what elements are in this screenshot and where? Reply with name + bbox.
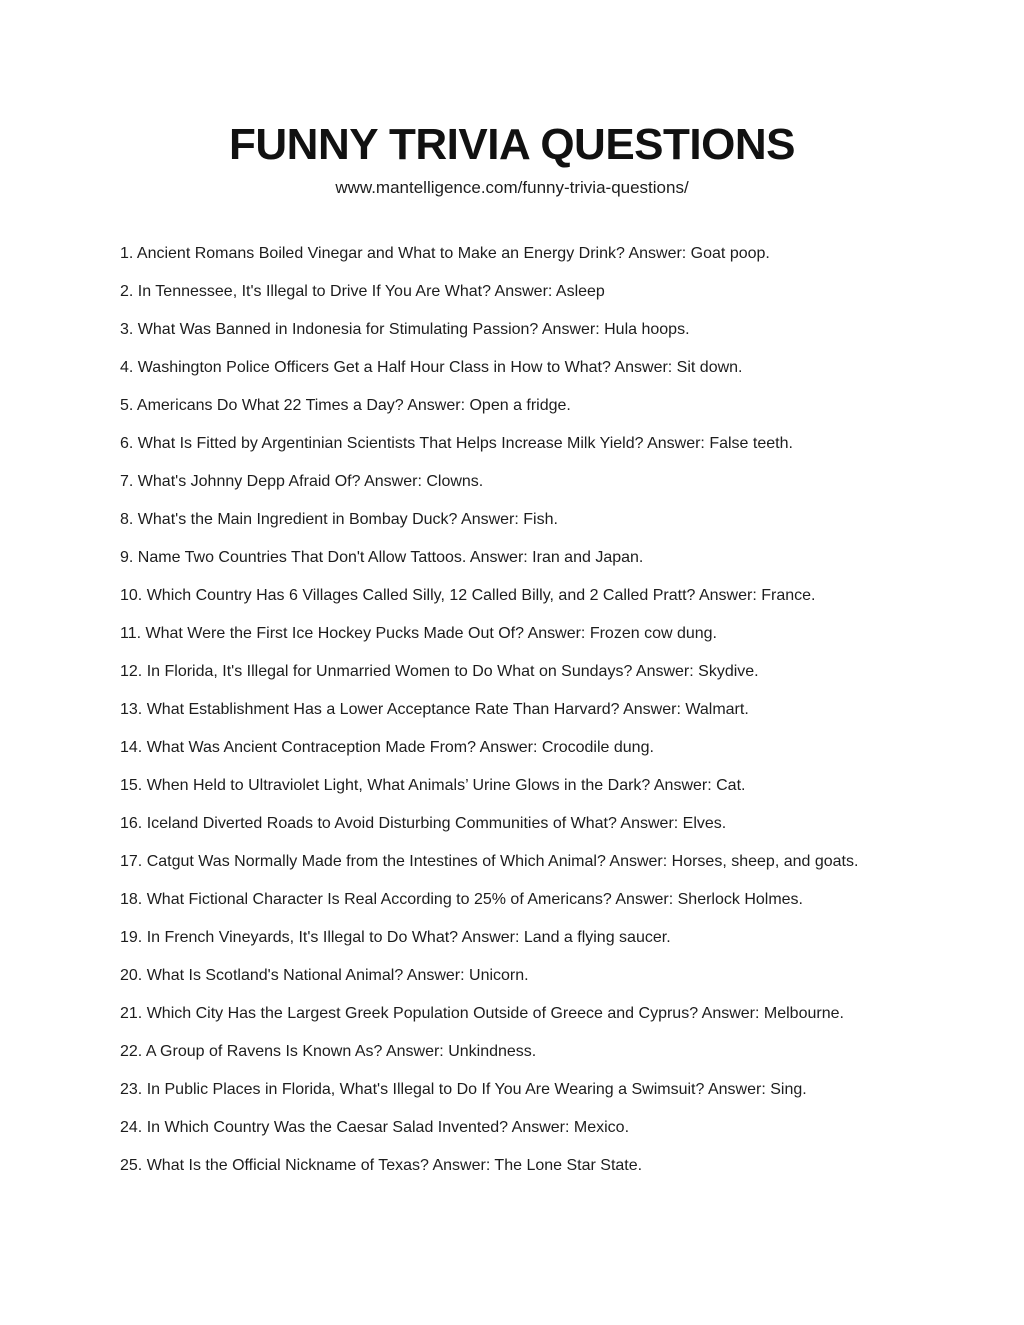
question-text: Americans Do What 22 Times a Day? [136, 397, 404, 414]
answer-text: Answer: Open a fridge. [407, 397, 571, 414]
answer-text: Answer: France. [698, 587, 816, 604]
question-number: 21. [120, 1005, 143, 1022]
trivia-item [120, 435, 964, 452]
question-text: Iceland Diverted Roads to Avoid Disturbing Communities of What? [146, 815, 617, 832]
question-number: 8. [120, 511, 134, 528]
answer-text: Answer: Iran and Japan. [469, 549, 644, 566]
trivia-item [120, 663, 964, 680]
answer-text: Answer: Sit down. [614, 359, 743, 376]
answer-text: Answer: Frozen cow dung. [527, 625, 717, 642]
trivia-item [120, 929, 964, 946]
trivia-item [120, 815, 964, 832]
answer-text: Answer: Goat poop. [628, 245, 770, 262]
answer-text: Answer: Skydive. [635, 663, 759, 680]
question-number: 4. [120, 359, 134, 376]
question-number: 7. [120, 473, 134, 490]
question-text: Which Country Has 6 Villages Called Silly, 12 Called Billy, and 2 Called Pratt? [146, 587, 696, 604]
answer-text: Answer: Sherlock Holmes. [615, 891, 803, 908]
question-number: 19. [120, 929, 143, 946]
trivia-item [120, 587, 964, 604]
answer-text: Answer: Walmart. [623, 701, 749, 718]
answer-text: Answer: Crocodile dung. [479, 739, 654, 756]
trivia-item [120, 549, 964, 566]
trivia-item [120, 1005, 964, 1022]
answer-text: Answer: Land a flying saucer. [461, 929, 671, 946]
answer-text: Answer: Horses, sheep, and goats. [609, 853, 859, 870]
question-text: Catgut Was Normally Made from the Intestines of Which Animal? [146, 853, 606, 870]
question-text: In Public Places in Florida, What's Illegal to Do If You Are Wearing a Swimsuit? [146, 1081, 705, 1098]
answer-text: Answer: Unicorn. [406, 967, 529, 984]
question-text: What Were the First Ice Hockey Pucks Made Out Of? [145, 625, 525, 642]
answer-text: Answer: False teeth. [647, 435, 793, 452]
trivia-item [120, 1157, 964, 1174]
question-text: What's Johnny Depp Afraid Of? [137, 473, 361, 490]
question-number: 18. [120, 891, 143, 908]
question-text: When Held to Ultraviolet Light, What Animals’ Urine Glows in the Dark? [146, 777, 651, 794]
question-text: A Group of Ravens Is Known As? [145, 1043, 383, 1060]
answer-text: Answer: Hula hoops. [541, 321, 690, 338]
trivia-item [120, 701, 964, 718]
document-header [0, 0, 1024, 198]
question-number: 6. [120, 435, 134, 452]
question-text: What Is Fitted by Argentinian Scientists That Helps Increase Milk Yield? [137, 435, 644, 452]
question-text: Ancient Romans Boiled Vinegar and What to Make an Energy Drink? [136, 245, 625, 262]
answer-text: Answer: The Lone Star State. [432, 1157, 643, 1174]
question-text: Washington Police Officers Get a Half Hour Class in How to What? [137, 359, 611, 376]
trivia-item [120, 245, 964, 262]
question-text: Which City Has the Largest Greek Population Outside of Greece and Cyprus? [146, 1005, 699, 1022]
answer-text: Answer: Fish. [461, 511, 558, 528]
question-text: What Was Ancient Contraception Made From? [146, 739, 477, 756]
answer-text: Answer: Cat. [653, 777, 746, 794]
trivia-item [120, 1119, 964, 1136]
source-url: www.mantelligence.com/funny-trivia-questions/ [335, 178, 689, 197]
trivia-item [120, 473, 964, 490]
question-number: 25. [120, 1157, 143, 1174]
question-number: 23. [120, 1081, 143, 1098]
question-text: What Is Scotland's National Animal? [146, 967, 404, 984]
answer-text: Answer: Mexico. [511, 1119, 630, 1136]
trivia-item [120, 1043, 964, 1060]
question-text: Name Two Countries That Don't Allow Tattoos. [137, 549, 467, 566]
question-text: In Which Country Was the Caesar Salad Invented? [146, 1119, 509, 1136]
question-number: 10. [120, 587, 143, 604]
answer-text: Answer: Unkindness. [385, 1043, 537, 1060]
question-text: In Florida, It's Illegal for Unmarried Women to Do What on Sundays? [146, 663, 633, 680]
trivia-item [120, 853, 964, 870]
trivia-item [120, 777, 964, 794]
question-text: In Tennessee, It's Illegal to Drive If You Are What? [137, 283, 491, 300]
trivia-item [120, 891, 964, 908]
question-number: 5. [120, 397, 134, 414]
answer-text: Answer: Elves. [620, 815, 727, 832]
question-number: 22. [120, 1043, 143, 1060]
trivia-item [120, 625, 964, 642]
question-text: In French Vineyards, It's Illegal to Do What? [146, 929, 459, 946]
trivia-item [120, 359, 964, 376]
trivia-item [120, 739, 964, 756]
question-number: 3. [120, 321, 134, 338]
trivia-item [120, 283, 964, 300]
question-number: 13. [120, 701, 143, 718]
answer-text: Answer: Melbourne. [701, 1005, 844, 1022]
trivia-item [120, 967, 964, 984]
question-number: 24. [120, 1119, 143, 1136]
question-text: What Establishment Has a Lower Acceptance Rate Than Harvard? [146, 701, 620, 718]
answer-text: Answer: Asleep [494, 283, 605, 300]
question-text: What Fictional Character Is Real According to 25% of Americans? [146, 891, 612, 908]
answer-text: Answer: Clowns. [364, 473, 484, 490]
question-number: 20. [120, 967, 143, 984]
trivia-question-list [120, 245, 964, 1174]
question-number: 14. [120, 739, 143, 756]
question-text: What Was Banned in Indonesia for Stimulating Passion? [137, 321, 539, 338]
question-number: 12. [120, 663, 143, 680]
trivia-item [120, 511, 964, 528]
question-text: What's the Main Ingredient in Bombay Duck? [137, 511, 458, 528]
trivia-item [120, 321, 964, 338]
question-number: 11. [120, 625, 142, 642]
page-title: FUNNY TRIVIA QUESTIONS [229, 120, 795, 169]
trivia-item [120, 397, 964, 414]
trivia-item [120, 1081, 964, 1098]
question-number: 15. [120, 777, 143, 794]
question-number: 1. [120, 245, 134, 262]
question-number: 17. [120, 853, 143, 870]
question-text: What Is the Official Nickname of Texas? [146, 1157, 429, 1174]
answer-text: Answer: Sing. [707, 1081, 807, 1098]
question-number: 9. [120, 549, 134, 566]
question-number: 16. [120, 815, 143, 832]
question-number: 2. [120, 283, 134, 300]
